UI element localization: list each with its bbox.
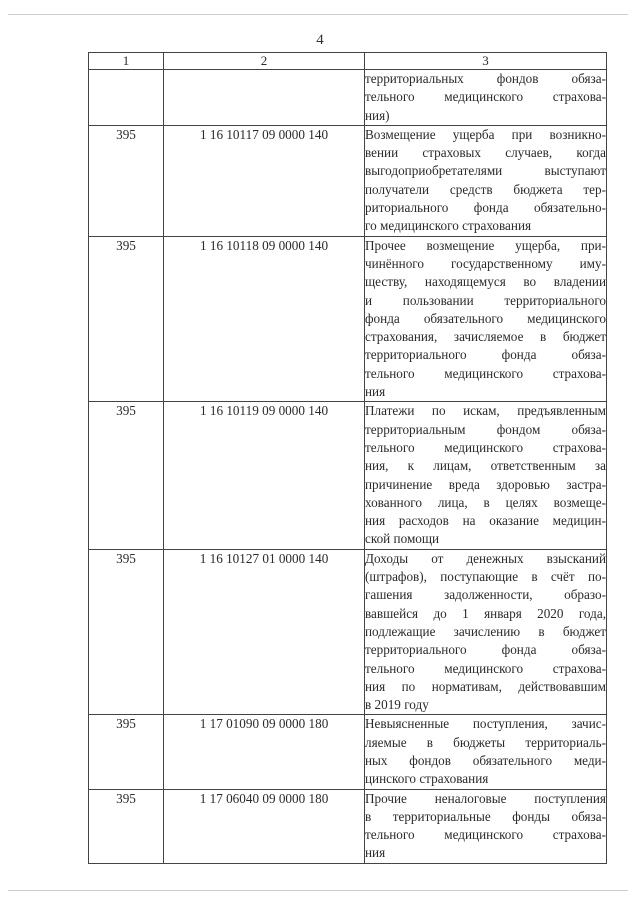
income-name-line: Прочее возмещение ущерба, при- [365,237,606,253]
income-name-line: Доходы от денежных взысканий [365,550,606,566]
table-row [89,402,607,549]
income-name-line: го медицинского страхования [365,218,532,234]
column-header-2: 2 [164,53,365,70]
income-name-line: ния [365,384,386,400]
income-name-line: ния расходов на оказание медицин- [365,513,606,529]
income-name-line: ния по нормативам, действовавшим [365,678,606,694]
admin-code-cell: 395 [89,402,164,549]
income-name-line: в территориальные фонды обяза- [365,808,606,824]
income-name-line: фонда обязательного медицинского [365,310,606,326]
income-name-line: территориальным фондом обяза- [365,421,606,437]
admin-code-cell: 395 [89,125,164,236]
income-name-line: хованного лица, в целях возмеще- [365,494,606,510]
income-name-cell [365,402,607,549]
budget-classification-code-cell: 1 17 06040 09 0000 180 [164,789,365,863]
income-name-line: тельного медицинского страхова- [365,365,606,381]
admin-code-cell: 395 [89,549,164,715]
income-name-line: ской помощи [365,531,440,547]
table-row [89,125,607,236]
income-name-line: причинение вреда здоровью застра- [365,476,606,492]
income-name-line: ния [365,845,386,861]
income-name-line: страхования, зачисляемое в бюджет [365,329,606,345]
column-header-1: 1 [89,53,164,70]
table-row [89,789,607,863]
table-body [89,70,607,864]
table-header-row [89,53,607,70]
income-name-line: в 2019 году [365,697,429,713]
table-row [89,715,607,789]
income-name-cell [365,125,607,236]
income-name-line: тельного медицинского страхова- [365,827,606,843]
table-row [89,70,607,126]
budget-classification-code-cell: 1 16 10127 01 0000 140 [164,549,365,715]
budget-classification-code-cell: 1 16 10118 09 0000 140 [164,236,365,402]
income-name-line: Прочие неналоговые поступления [365,790,606,806]
admin-code-cell: 395 [89,715,164,789]
income-name-cell [365,715,607,789]
admin-code-cell: 395 [89,236,164,402]
income-name-line: ния, к лицам, ответственным за [365,458,606,474]
income-name-line: цинского страхования [365,771,489,787]
income-name-line: подлежащие зачислению в бюджет [365,623,606,639]
scan-edge-top [8,14,628,15]
income-name-line: и пользовании территориального [365,292,606,308]
income-name-line: Платежи по искам, предъявленным [365,403,606,419]
income-name-line: риториального фонда обязательно- [365,200,606,216]
income-name-line: вавшейся до 1 января 2020 года, [365,605,606,621]
income-name-line: территориальных фондов обяза- [365,71,606,86]
income-name-line: Возмещение ущерба при возникно- [365,126,606,142]
income-name-line: (штрафов), поступающие в счёт по- [365,569,606,585]
income-name-line: ляемые в бюджеты территориаль- [365,734,606,750]
income-name-cell [365,70,607,126]
income-name-cell [365,549,607,715]
income-name-line: ных фондов обязательного меди- [365,752,606,768]
income-name-line: тельного медицинского страхова- [365,660,606,676]
income-name-line: тельного медицинского страхова- [365,89,606,105]
income-name-line: тельного медицинского страхова- [365,439,606,455]
income-name-line: гашения задолженности, образо- [365,587,606,603]
income-codes-table [88,52,607,864]
income-name-line: получатели средств бюджета тер- [365,181,606,197]
income-name-cell [365,236,607,402]
table-row [89,236,607,402]
budget-classification-code-cell: 1 16 10117 09 0000 140 [164,125,365,236]
income-name-line: территориального фонда обяза- [365,642,606,658]
page-number: 4 [316,32,324,48]
income-name-line: ществу, находящемуся во владении [365,274,606,290]
income-name-line: выгодоприобретателями выступают [365,163,606,179]
income-name-line: Невыясненные поступления, зачис- [365,716,606,732]
income-name-line: ния) [365,107,390,123]
admin-code-cell: 395 [89,789,164,863]
budget-classification-code-cell: 1 16 10119 09 0000 140 [164,402,365,549]
income-name-line: территориального фонда обяза- [365,347,606,363]
column-header-3: 3 [365,53,607,70]
income-name-line: вении страховых случаев, когда [365,145,606,161]
admin-code-cell [89,70,164,126]
income-name-cell [365,789,607,863]
budget-classification-code-cell: 1 17 01090 09 0000 180 [164,715,365,789]
income-name-line: чинённого государственному иму- [365,255,606,271]
scan-edge-bottom [8,890,628,891]
table-row [89,549,607,715]
budget-classification-code-cell [164,70,365,126]
